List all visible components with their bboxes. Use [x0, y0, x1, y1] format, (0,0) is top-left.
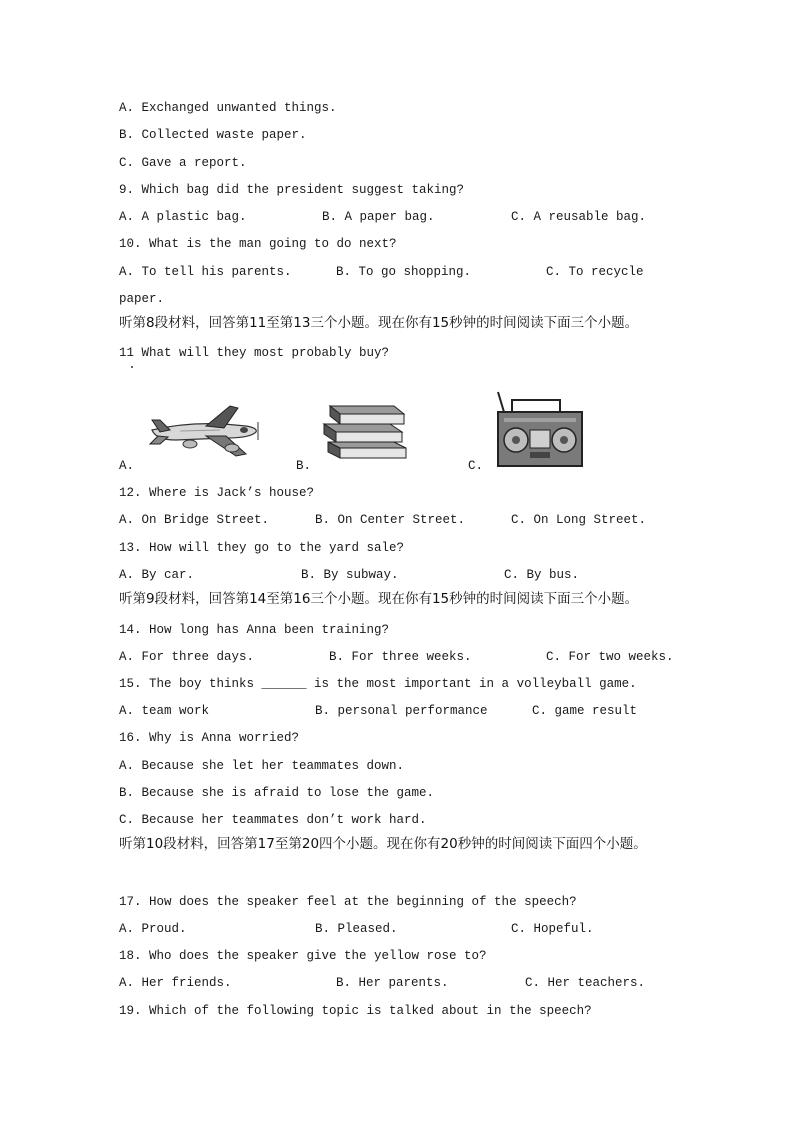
option-a: A. team work — [119, 704, 210, 718]
section-instruction-8: 听第8段材料，回答第11至第13三个小题。现在你有15秒钟的时间阅读下面三个小题。 — [119, 315, 639, 331]
option-line: B. Collected waste paper. — [119, 128, 307, 142]
option-c: C. Because her teammates don’t work hard. — [119, 813, 427, 827]
section-instruction-9: 听第9段材料，回答第14至第16三个小题。现在你有15秒钟的时间阅读下面三个小题。 — [119, 591, 639, 607]
option-b: B. To go shopping. — [336, 265, 472, 279]
option-a: A. Her friends. — [119, 976, 232, 990]
option-c: C. — [468, 459, 484, 473]
question-14: 14. How long has Anna been training? — [119, 623, 390, 637]
question-10: 10. What is the man going to do next? — [119, 237, 397, 251]
question-15: 15. The boy thinks ______ is the most important in a volleyball game. — [119, 677, 637, 691]
question-19: 19. Which of the following topic is talked about in the speech? — [119, 1004, 592, 1018]
option-line: A. Exchanged unwanted things. — [119, 101, 337, 115]
dot-mark — [131, 366, 133, 368]
option-b: B. By subway. — [301, 568, 399, 582]
question-16: 16. Why is Anna worried? — [119, 731, 300, 745]
option-c: C. To recycle — [546, 265, 644, 279]
option-c: C. Hopeful. — [511, 922, 594, 936]
question-12: 12. Where is Jack’s house? — [119, 486, 315, 500]
books-icon — [320, 398, 410, 460]
option-line: C. Gave a report. — [119, 156, 247, 170]
option-c: C. For two weeks. — [546, 650, 674, 664]
option-a: A. By car. — [119, 568, 195, 582]
question-13: 13. How will they go to the yard sale? — [119, 541, 405, 555]
question-9: 9. Which bag did the president suggest taking? — [119, 183, 465, 197]
question-11: 11 What will they most probably buy? — [119, 346, 390, 360]
option-b: B. Because she is afraid to lose the game. — [119, 786, 435, 800]
option-a: A. — [119, 459, 135, 473]
option-a: A. For three days. — [119, 650, 255, 664]
option-b: B. A paper bag. — [322, 210, 435, 224]
question-17: 17. How does the speaker feel at the beginning of the speech? — [119, 895, 577, 909]
option-b: B. personal performance — [315, 704, 488, 718]
section-instruction-10: 听第10段材料，回答第17至第20四个小题。现在你有20秒钟的时间阅读下面四个小题。 — [119, 836, 647, 852]
option-b: B. Her parents. — [336, 976, 449, 990]
option-c: C. game result — [532, 704, 638, 718]
radio-icon — [494, 390, 590, 470]
question-18: 18. Who does the speaker give the yellow rose to? — [119, 949, 487, 963]
option-a: A. Because she let her teammates down. — [119, 759, 405, 773]
option-b: B. Pleased. — [315, 922, 398, 936]
option-b: B. On Center Street. — [315, 513, 466, 527]
option-c: C. Her teachers. — [525, 976, 646, 990]
option-a: A. On Bridge Street. — [119, 513, 270, 527]
option-b: B. For three weeks. — [329, 650, 472, 664]
airplane-icon — [146, 400, 264, 462]
option-b: B. — [296, 459, 312, 473]
option-a: A. To tell his parents. — [119, 265, 292, 279]
option-a: A. Proud. — [119, 922, 187, 936]
option-c: C. A reusable bag. — [511, 210, 647, 224]
option-c: C. On Long Street. — [511, 513, 647, 527]
option-c: C. By bus. — [504, 568, 580, 582]
option-c-continued: paper. — [119, 292, 165, 306]
option-a: A. A plastic bag. — [119, 210, 247, 224]
